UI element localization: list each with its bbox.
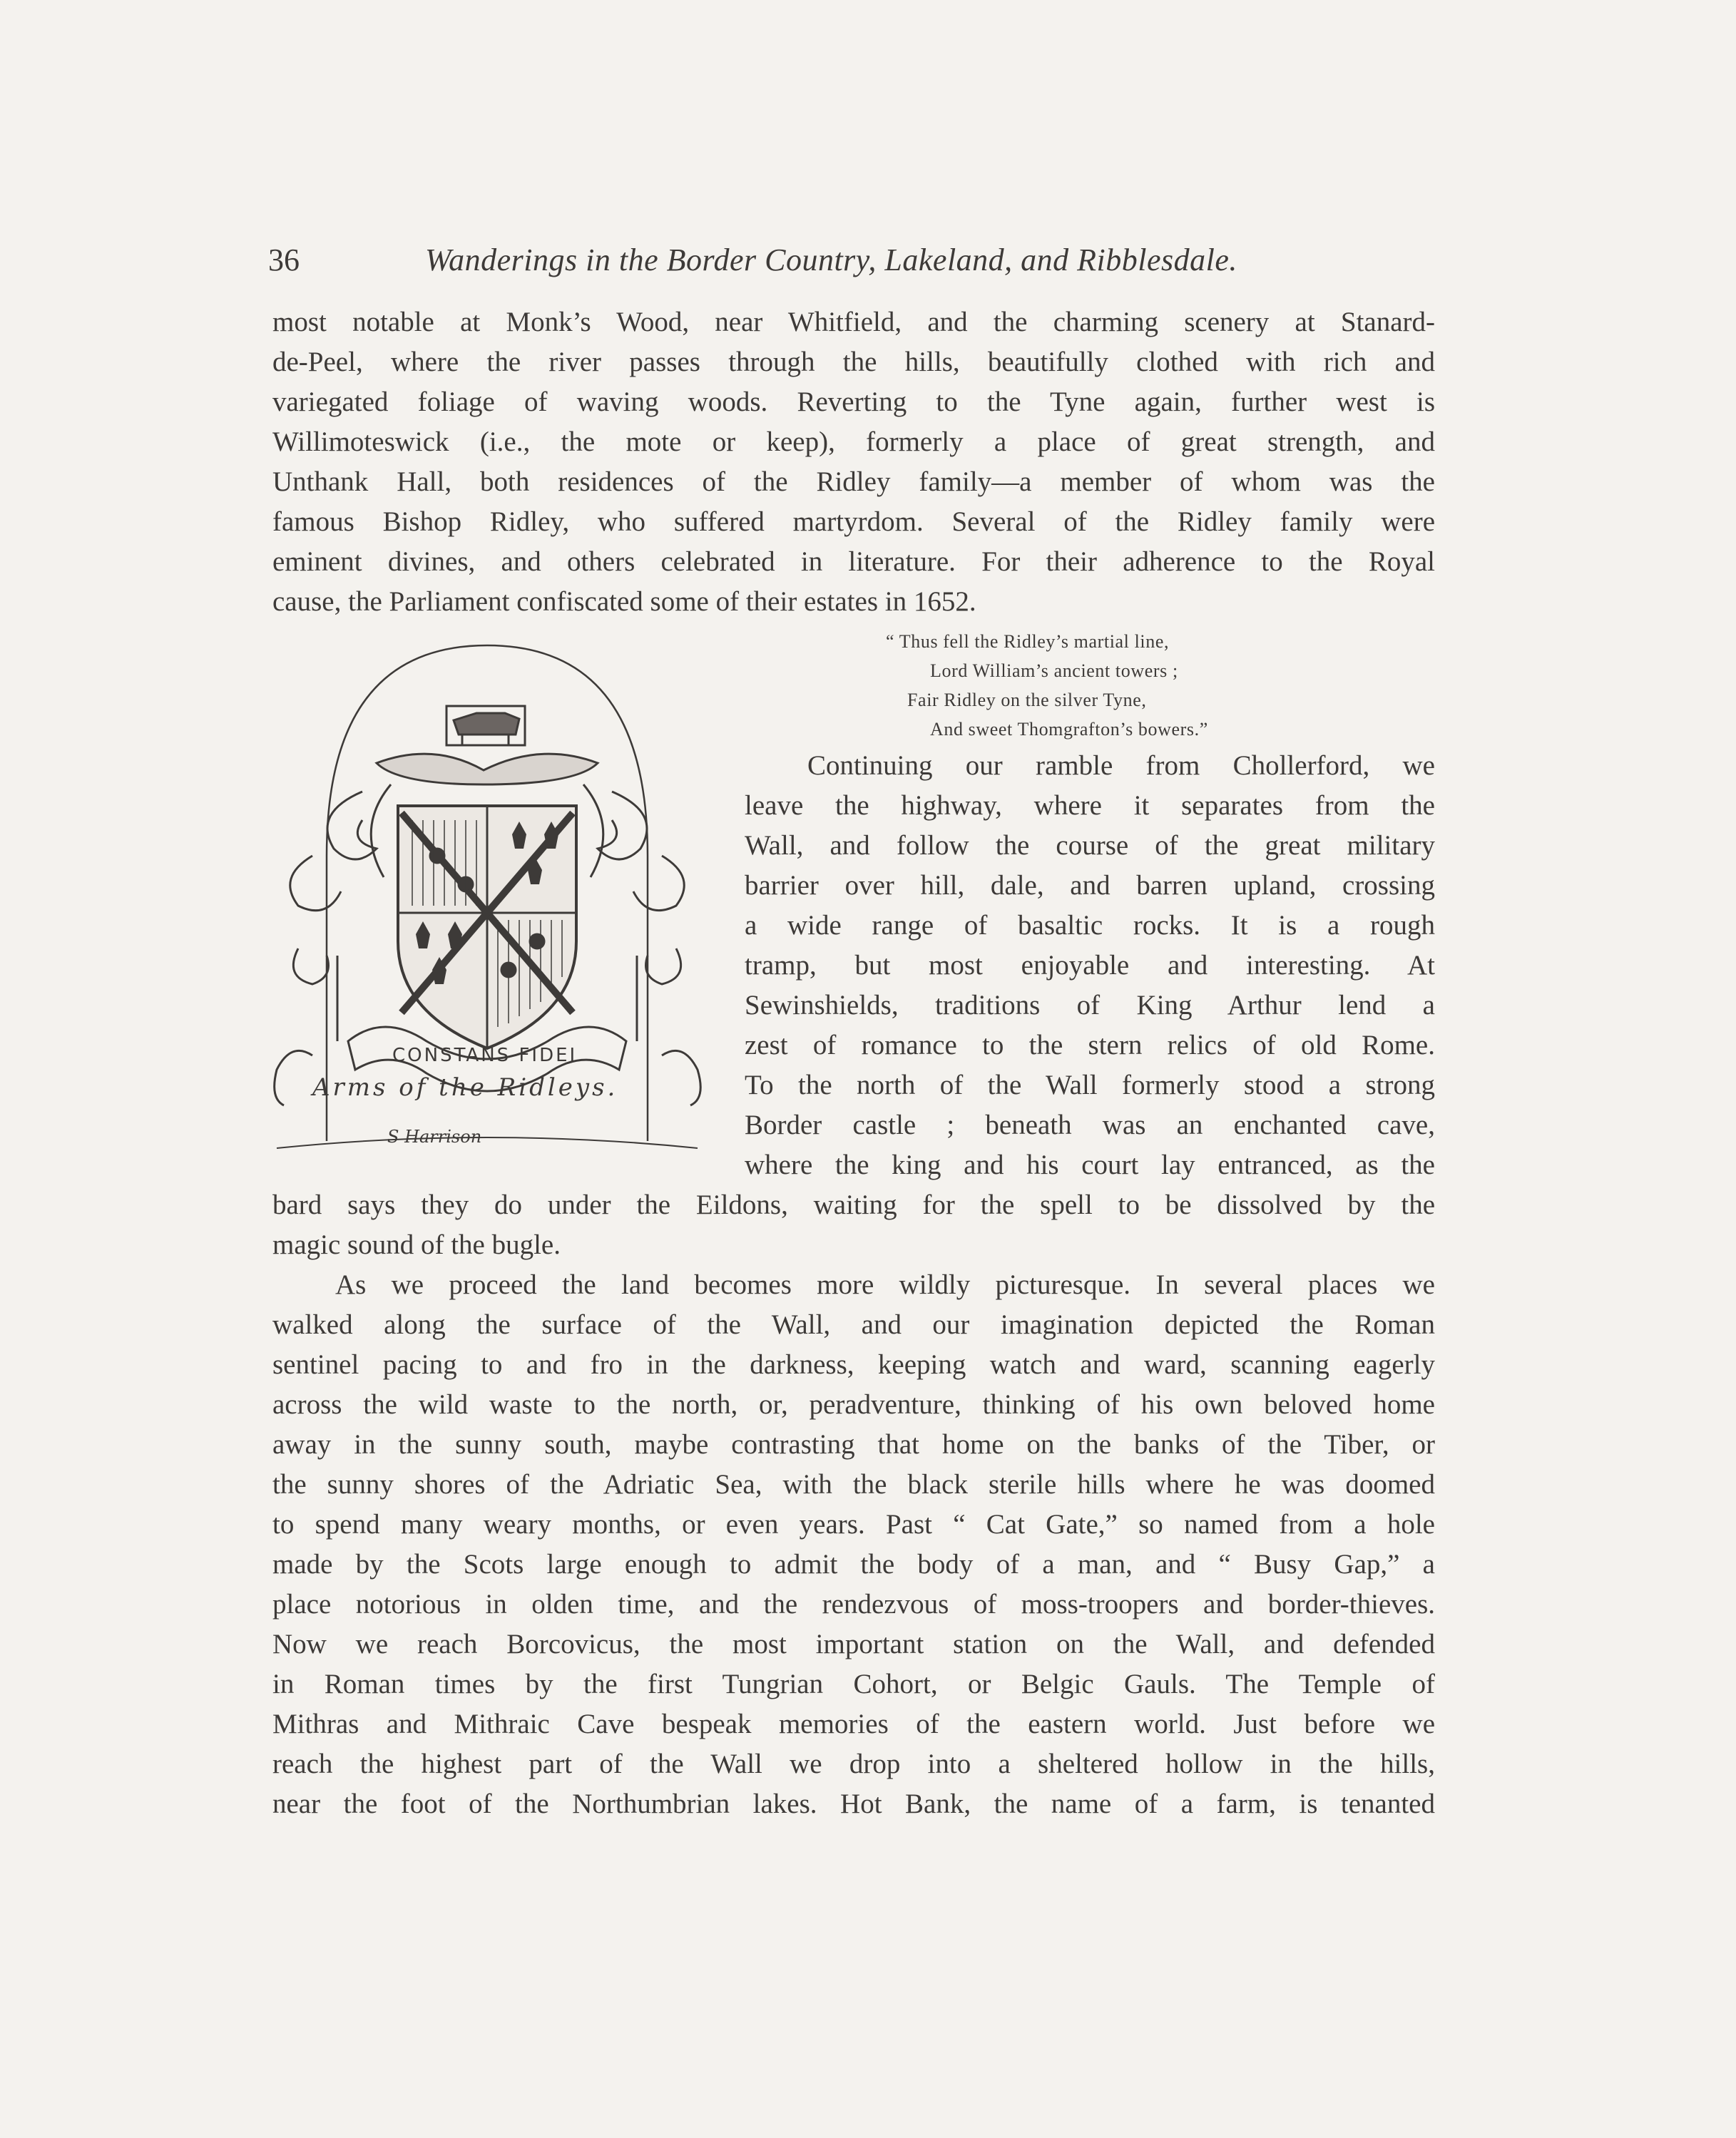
running-title: Wanderings in the Border Country, Lakeland, and Ribblesdale. xyxy=(425,242,1237,277)
text-line: Unthank Hall, both residences of the Ridley family—a member of whom was the xyxy=(272,466,1435,497)
text-line: Border castle ; beneath was an enchanted cave, xyxy=(745,1110,1435,1140)
text-line: where the king and his court lay entranced, as the xyxy=(745,1150,1435,1180)
coat-of-arms-illustration xyxy=(270,642,705,1170)
text-line: cause, the Parliament confiscated some of their estates in 1652. xyxy=(272,586,976,617)
text-line: As we proceed the land becomes more wildly picturesque. In several places we xyxy=(335,1269,1435,1300)
verse-line: Fair Ridley on the silver Tyne, xyxy=(907,690,1147,710)
text-line: Continuing our ramble from Chollerford, we xyxy=(807,750,1435,781)
text-line: magic sound of the bugle. xyxy=(272,1229,561,1260)
text-line: Now we reach Borcovicus, the most important station on the Wall, and defended xyxy=(272,1629,1435,1659)
motto-text: CONSTANS FIDEI xyxy=(392,1045,578,1066)
artist-signature: S Harrison xyxy=(387,1127,482,1147)
text-line: to spend many weary months, or even years. Past “ Cat Gate,” so named from a hole xyxy=(272,1509,1435,1540)
text-line: reach the highest part of the Wall we drop into a sheltered hollow in the hills, xyxy=(272,1749,1435,1779)
text-line: bard says they do under the Eildons, waiting for the spell to be dissolved by the xyxy=(272,1190,1435,1220)
text-line: most notable at Monk’s Wood, near Whitfield, and the charming scenery at Stanard- xyxy=(272,307,1435,337)
text-line: zest of romance to the stern relics of old Rome. xyxy=(745,1030,1435,1060)
text-line: famous Bishop Ridley, who suffered martyrdom. Several of the Ridley family were xyxy=(272,506,1435,537)
page-header xyxy=(268,235,1309,285)
illustration-caption: Arms of the Ridleys. xyxy=(312,1073,618,1102)
text-line: away in the sunny south, maybe contrasting that home on the banks of the Tiber, or xyxy=(272,1429,1435,1460)
text-line: Willimoteswick (i.e., the mote or keep), formerly a place of great strength, and xyxy=(272,426,1435,457)
page-number: 36 xyxy=(268,242,300,277)
text-line: place notorious in olden time, and the rendezvous of moss-troopers and border-thieves. xyxy=(272,1589,1435,1620)
text-line: leave the highway, where it separates from the xyxy=(745,790,1435,821)
text-line: a wide range of basaltic rocks. It is a rough xyxy=(745,910,1435,941)
text-line: Wall, and follow the course of the great military xyxy=(745,830,1435,861)
text-line: the sunny shores of the Adriatic Sea, with the black sterile hills where he was doomed xyxy=(272,1469,1435,1500)
text-line: Mithras and Mithraic Cave bespeak memories of the eastern world. Just before we xyxy=(272,1709,1435,1739)
text-line: walked along the surface of the Wall, and our imagination depicted the Roman xyxy=(272,1309,1435,1340)
text-line: near the foot of the Northumbrian lakes. Hot Bank, the name of a farm, is tenanted xyxy=(272,1789,1435,1819)
text-line: eminent divines, and others celebrated in literature. For their adherence to the Royal xyxy=(272,546,1435,577)
text-line: across the wild waste to the north, or, peradventure, thinking of his own beloved home xyxy=(272,1389,1435,1420)
text-line: barrier over hill, dale, and barren upland, crossing xyxy=(745,870,1435,901)
text-line: de-Peel, where the river passes through the hills, beautifully clothed with rich and xyxy=(272,347,1435,377)
verse-line: And sweet Thomgrafton’s bowers.” xyxy=(930,719,1208,740)
text-line: variegated foliage of waving woods. Reverting to the Tyne again, further west is xyxy=(272,387,1435,417)
text-line: in Roman times by the first Tungrian Cohort, or Belgic Gauls. The Temple of xyxy=(272,1669,1435,1699)
verse-line: Lord William’s ancient towers ; xyxy=(930,660,1178,681)
verse-line: “ Thus fell the Ridley’s martial line, xyxy=(886,631,1170,652)
text-line: Sewinshields, traditions of King Arthur lend a xyxy=(745,990,1435,1021)
text-line: made by the Scots large enough to admit the body of a man, and “ Busy Gap,” a xyxy=(272,1549,1435,1580)
text-line: To the north of the Wall formerly stood a strong xyxy=(745,1070,1435,1100)
text-line: sentinel pacing to and fro in the darkness, keeping watch and ward, scanning eagerly xyxy=(272,1349,1435,1380)
text-line: tramp, but most enjoyable and interesting. At xyxy=(745,950,1435,981)
